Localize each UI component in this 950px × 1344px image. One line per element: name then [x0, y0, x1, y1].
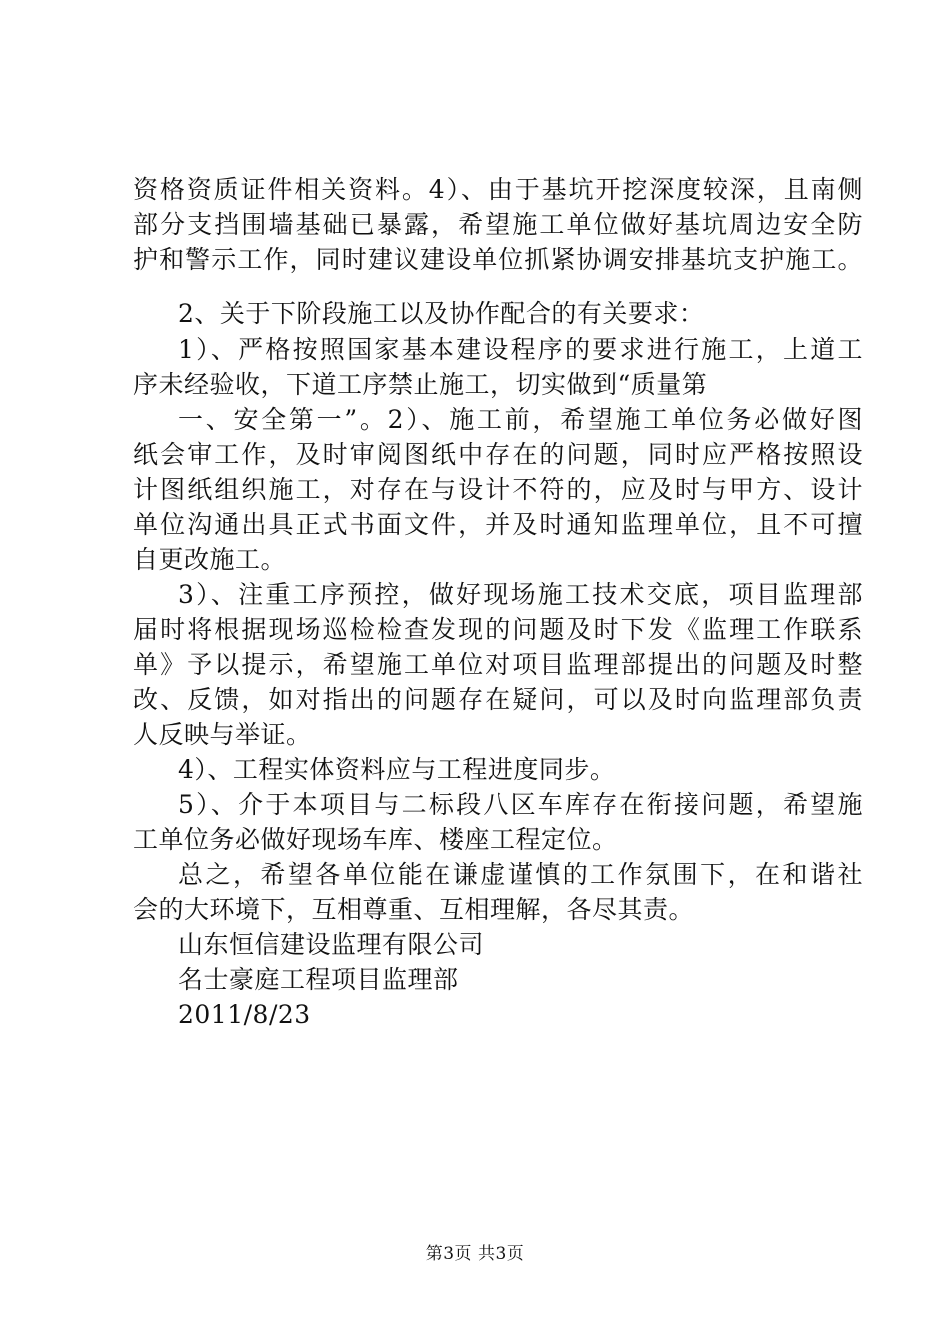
body-line: 人反映与举证。 [133, 720, 312, 749]
body-line: 单位沟通出具正式书面文件，并及时通知监理单位，且不可擅 [133, 510, 863, 539]
body-line: 改、反馈，如对指出的问题存在疑问，可以及时向监理部负责 [133, 685, 863, 714]
body-line: 纸会审工作，及时审阅图纸中存在的问题，同时应严格按照设 [133, 440, 863, 469]
body-line: 总之，希望各单位能在谦虚谨慎的工作氛围下，在和谐社 [178, 860, 863, 889]
body-line: 4）、工程实体资料应与工程进度同步。 [178, 755, 616, 784]
body-line: 工单位务必做好现场车库、楼座工程定位。 [133, 825, 618, 854]
body-line: 届时将根据现场巡检检查发现的问题及时下发《监理工作联系 [133, 615, 863, 644]
body-line: 1）、严格按照国家基本建设程序的要求进行施工，上道工 [178, 335, 863, 364]
signature-department: 名士豪庭工程项目监理部 [178, 965, 459, 994]
body-line: 一、安全第一”。2）、施工前，希望施工单位务必做好图 [178, 405, 863, 434]
body-line: 5）、介于本项目与二标段八区车库存在衔接问题，希望施 [178, 790, 863, 819]
body-line: 计图纸组织施工，对存在与设计不符的，应及时与甲方、设计 [133, 475, 863, 504]
body-line: 单》予以提示，希望施工单位对项目监理部提出的问题及时整 [133, 650, 863, 679]
body-line: 部分支挡围墙基础已暴露，希望施工单位做好基坑周边安全防 [133, 210, 863, 239]
body-line: 资格资质证件相关资料。4）、由于基坑开挖深度较深，且南侧 [133, 175, 863, 204]
body-line: 会的大环境下，互相尊重、互相理解，各尽其责。 [133, 895, 695, 924]
body-line: 序未经验收，下道工序禁止施工，切实做到“质量第 [133, 370, 708, 399]
body-line: 护和警示工作，同时建议建设单位抓紧协调安排基坑支护施工。 [133, 245, 863, 274]
signature-company: 山东恒信建设监理有限公司 [178, 930, 485, 959]
section-heading: 2、关于下阶段施工以及协作配合的有关要求： [178, 299, 705, 328]
signature-date: 2011/8/23 [178, 1000, 311, 1029]
page-footer: 第3页 共3页 [425, 1244, 525, 1264]
body-line: 自更改施工。 [133, 545, 287, 574]
body-line: 3）、注重工序预控，做好现场施工技术交底，项目监理部 [178, 580, 863, 609]
